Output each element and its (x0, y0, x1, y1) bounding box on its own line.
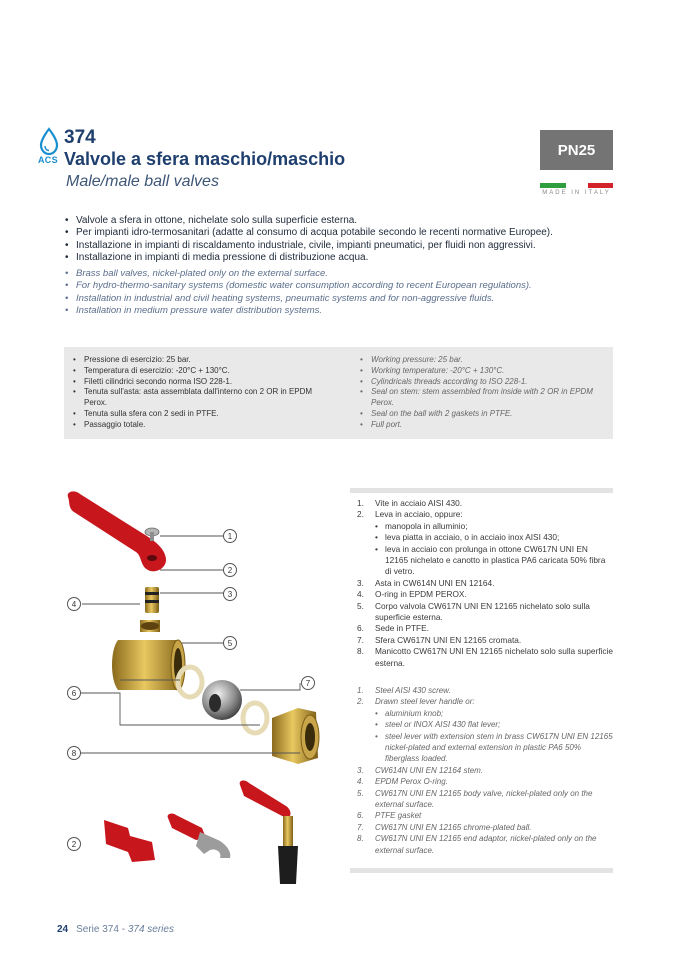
extension-lever (240, 781, 298, 884)
item-text: Sede in PTFE. (375, 623, 429, 634)
list-item: • Seal on stem: stem assembled from inside with 2 OR in EPDM Perox. (357, 387, 613, 409)
callout-2-variants: 2 (67, 837, 81, 851)
page-subtitle: Male/male ball valves (66, 173, 219, 190)
end-adaptor (272, 708, 319, 764)
list-item (357, 589, 613, 600)
intro-list-en (62, 268, 622, 317)
item-text: Corpo valvola CW617N UNI EN 12165 nichelato solo sulla superficie esterna. (375, 600, 590, 623)
italian-flag-icon (588, 183, 613, 188)
item-number: 2. (357, 509, 364, 520)
list-item (357, 509, 613, 577)
item-text: O-ring in EPDM PEROX. (375, 589, 467, 600)
item-text: Steel AISI 430 screw. (375, 686, 451, 695)
item-text: CW617N UNI EN 12165 end adaptor, nickel-plated only on the external surface. (375, 834, 597, 855)
list-item (357, 601, 613, 624)
item-number: 1. (357, 686, 364, 695)
item-number: 2. (357, 697, 364, 707)
list-item (357, 696, 613, 764)
list-item: • Valvole a sfera in ottone, nichelate solo sulla superficie esterna. (62, 215, 622, 227)
page-number: 24 (57, 924, 69, 935)
gasket (243, 703, 267, 733)
item-text: Leva in acciaio, oppure: (375, 509, 463, 520)
series-label-it: Serie 374 - (76, 924, 126, 935)
list-item: • Tenuta sulla sfera con 2 sedi in PTFE. (70, 409, 332, 420)
item-number: 8. (357, 646, 364, 657)
item-text: Drawn steel lever handle or: (375, 697, 475, 707)
page-title: Valvole a sfera maschio/maschio (64, 149, 346, 169)
sub-item: • leva in acciaio con prolunga in ottone CW617N UNI EN 12165 nichelato e canotto in plastica PA6 caricata 50% fibra di vetro. (375, 544, 613, 578)
item-number: 3. (357, 765, 364, 775)
item-number: 4. (357, 589, 364, 600)
list-item: • Per impianti idro-termosanitari (adatte al consumo di acqua potabile secondo le recenti normative Europee). (62, 227, 622, 239)
list-item (357, 623, 613, 634)
item-number: 5. (357, 788, 364, 798)
callout-8: 8 (67, 746, 81, 760)
list-item (357, 646, 613, 669)
list-item: • Passaggio totale. (70, 420, 332, 431)
series-label-en: 374 series (127, 924, 174, 935)
item-number: 7. (357, 822, 364, 832)
list-item (357, 833, 613, 856)
item-text: EPDM Perox O-ring. (375, 777, 448, 787)
item-text: CW617N UNI EN 12165 body valve, nickel-plated only on the external surface. (375, 788, 593, 810)
item-text: CW614N UNI EN 12164 stem. (375, 765, 484, 775)
list-item (357, 635, 613, 646)
list-item (357, 498, 613, 509)
list-item: • Filetti cilindrici secondo norma ISO 228-1. (70, 377, 332, 388)
list-item: • Pressione di esercizio: 25 bar. (70, 355, 332, 366)
list-item: • Installation in medium pressure water distribution systems. (62, 305, 622, 317)
list-item: • Cylindricals threads according to ISO 228-1. (357, 377, 613, 388)
specs-list-en (357, 355, 613, 431)
item-number: 8. (357, 834, 364, 844)
callout-5: 5 (223, 636, 237, 650)
item-text: PTFE gasket (375, 811, 422, 821)
item-text: Asta in CW614N UNI EN 12164. (375, 577, 495, 588)
italian-flag-icon (540, 183, 566, 188)
acs-badge: ACS (38, 155, 58, 165)
callout-1: 1 (223, 529, 237, 543)
components-list-en (357, 685, 613, 856)
list-item: • Seal on the ball with 2 gaskets in PTFE. (357, 409, 613, 420)
sub-list (375, 708, 613, 765)
water-drop-icon (38, 127, 60, 157)
callout-7: 7 (301, 676, 315, 690)
item-text: Sfera CW617N UNI EN 12165 cromata. (375, 634, 522, 645)
list-item: • Installation in industrial and civil heating systems, pneumatic systems and for non-aggressive fluids. (62, 293, 622, 305)
intro-list-it (62, 215, 622, 264)
sub-item: • aluminium knob; (375, 708, 613, 719)
list-item (357, 685, 613, 696)
callout-6: 6 (67, 686, 81, 700)
list-item (357, 822, 613, 833)
aluminium-knob (104, 820, 155, 862)
divider (350, 488, 613, 493)
product-code: 374 (64, 127, 96, 148)
list-item: • Installazione in impianti di media pressione di distribuzione acqua. (62, 252, 622, 264)
stem (145, 587, 159, 613)
callout-3: 3 (223, 587, 237, 601)
callout-4: 4 (67, 597, 81, 611)
list-item (357, 776, 613, 787)
specs-list-it (70, 355, 332, 431)
item-text: CW617N UNI EN 12165 chrome-plated ball. (375, 822, 532, 832)
list-item: • Brass ball valves, nickel-plated only on the external surface. (62, 268, 622, 280)
callout-2: 2 (223, 563, 237, 577)
list-item: • Tenuta sull'asta: asta assemblata dall'interno con 2 OR in EPDM Perox. (70, 387, 332, 409)
sub-list (375, 521, 613, 578)
item-number: 7. (357, 634, 364, 645)
divider (350, 868, 613, 873)
list-item: • Installazione in impianti di riscaldamento industriale, civile, impianti pneumatici, per fluidi non aggressivi. (62, 240, 622, 252)
item-number: 4. (357, 777, 364, 787)
list-item: • Full port. (357, 420, 613, 431)
item-text: Manicotto CW617N UNI EN 12165 nichelato solo sulla superficie esterna. (375, 646, 613, 668)
list-item (357, 765, 613, 776)
item-text: Vite in acciaio AISI 430. (375, 498, 463, 508)
ball (202, 680, 242, 720)
page-footer (57, 924, 174, 935)
exploded-valve-illustration (40, 480, 340, 900)
item-number: 6. (357, 623, 364, 634)
item-number: 3. (357, 577, 364, 588)
components-list-it (357, 498, 613, 669)
sub-item: • steel lever with extension stem in brass CW617N UNI EN 12165 nickel-plated and external extension in plastic PA6 50% fiberglass loaded. (375, 731, 613, 765)
item-number: 5. (357, 600, 364, 611)
sub-item: • leva piatta in acciaio, o in acciaio inox AISI 430; (375, 532, 613, 543)
made-in-italy-label: MADE IN ITALY (542, 190, 611, 196)
list-item: • Working pressure: 25 bar. (357, 355, 613, 366)
sub-item: • manopola in alluminio; (375, 521, 613, 532)
item-number: 6. (357, 811, 364, 821)
list-item: • Working temperature: -20°C + 130°C. (357, 366, 613, 377)
list-item (357, 810, 613, 821)
item-number: 1. (357, 498, 364, 508)
sub-item: • steel or INOX AISI 430 flat lever; (375, 719, 613, 730)
list-item (357, 788, 613, 811)
list-item: • For hydro-thermo-sanitary systems (domestic water consumption according to recent European regulations). (62, 280, 622, 292)
list-item (357, 578, 613, 589)
valve-body (112, 620, 185, 690)
pressure-badge: PN25 (540, 130, 613, 170)
list-item: • Temperatura di esercizio: -20°C + 130°C. (70, 366, 332, 377)
flat-lever (168, 814, 231, 858)
